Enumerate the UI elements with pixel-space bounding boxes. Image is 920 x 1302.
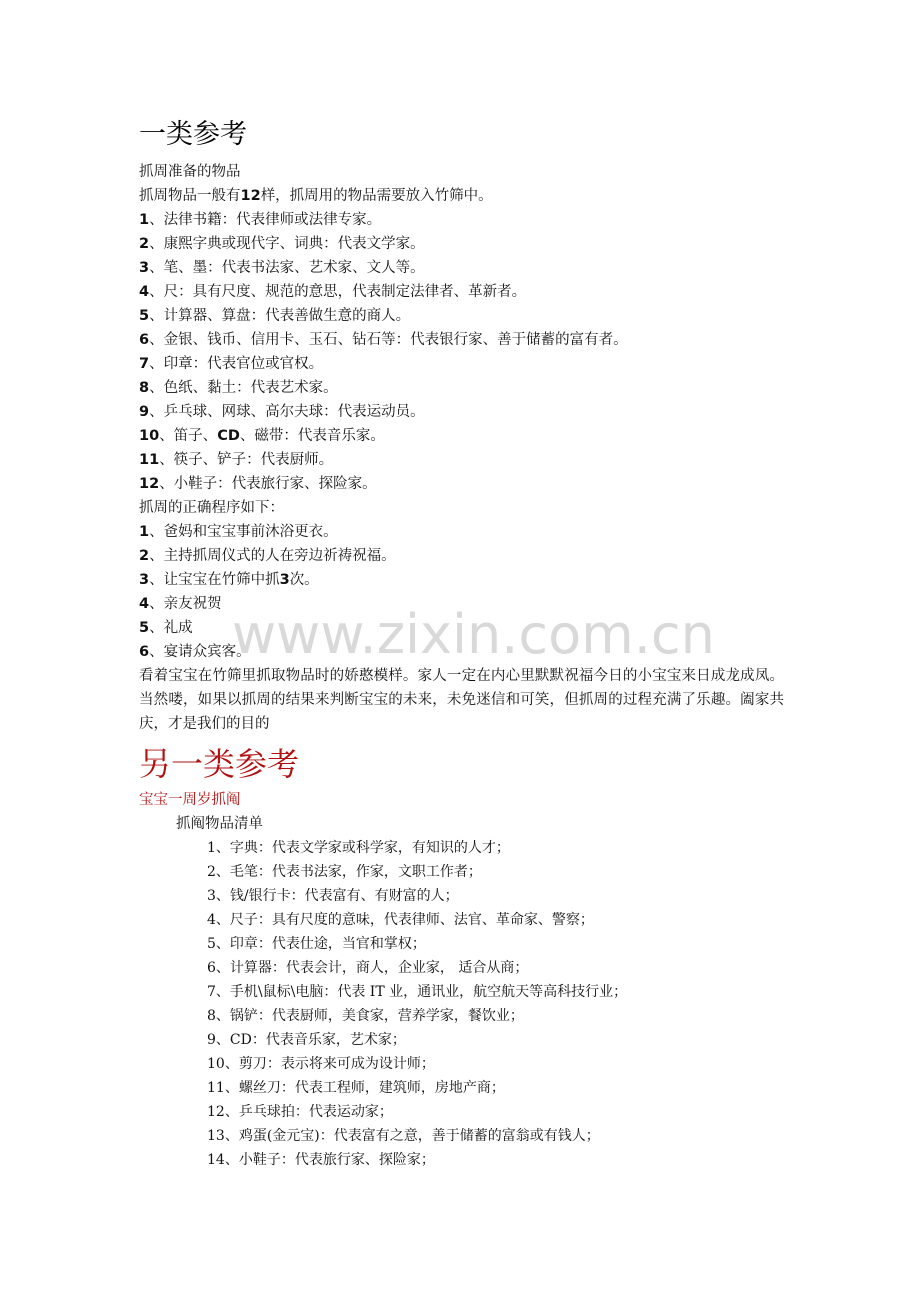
list-item: 7、印章：代表官位或官权。 [139, 356, 324, 372]
list-item: 3、笔、墨：代表书法家、艺术家、文人等。 [139, 260, 425, 276]
list-item: 11、螺丝刀：代表工程师，建筑师，房地产商； [207, 1080, 505, 1096]
list-item: 13、鸡蛋(金元宝)：代表富有之意，善于储蓄的富翁或有钱人； [207, 1128, 600, 1144]
list-item: 4、尺：具有尺度、规范的意思，代表制定法律者、革新者。 [139, 284, 527, 300]
list-item: 1、字典：代表文学家或科学家，有知识的人才； [207, 840, 510, 856]
list-item: 8、锅铲：代表厨师，美食家，营养学家，餐饮业； [207, 1008, 524, 1024]
list-item: 9、乒乓球、网球、高尔夫球：代表运动员。 [139, 404, 425, 420]
list-item: 2、毛笔：代表书法家，作家，文职工作者； [207, 864, 482, 880]
list-item: 8、色纸、黏土：代表艺术家。 [139, 380, 338, 396]
list-item: 12、小鞋子：代表旅行家、探险家。 [139, 476, 377, 492]
list-item: 5、印章：代表仕途，当官和掌权； [207, 936, 426, 952]
step-item: 6、宴请众宾客。 [139, 644, 251, 660]
closing-paragraph: 看着宝宝在竹筛里抓取物品时的娇憨模样。家人一定在内心里默默祝福今日的小宝宝来日成龙成凤。当然喽，如果以抓周的结果来判断宝宝的未来，未免迷信和可笑，但抓周的过程充满了乐趣。阖家共庆，才是我们的目的 [139, 668, 784, 732]
list-item: 4、尺子：具有尺度的意味，代表律师、法官、革命家、警察； [207, 912, 594, 928]
watermark: www.zixin.com.cn [232, 603, 715, 666]
list-item: 1、法律书籍：代表律师或法律专家。 [139, 212, 382, 228]
step-item: 2、主持抓周仪式的人在旁边祈祷祝福。 [139, 548, 396, 564]
step-item: 3、让宝宝在竹筛中抓3次。 [139, 572, 319, 588]
section2-list-title: 抓阄物品清单 [176, 816, 263, 832]
section1-subtitle: 抓周准备的物品 [139, 164, 241, 180]
list-item: 14、小鞋子：代表旅行家、探险家； [207, 1152, 435, 1168]
list-item: 7、手机\鼠标\电脑：代表 IT 业，通讯业，航空航天等高科技行业； [207, 984, 628, 1000]
list-item: 5、计算器、算盘：代表善做生意的商人。 [139, 308, 411, 324]
step-item: 5、礼成 [139, 620, 193, 636]
list-item: 6、金银、钱币、信用卡、玉石、钻石等：代表银行家、善于储蓄的富有者。 [139, 332, 628, 348]
section1-intro: 抓周物品一般有12样，抓周用的物品需要放入竹筛中。 [139, 188, 493, 204]
section2-heading: 另一类参考 [139, 745, 300, 783]
section1-heading: 一类参考 [139, 119, 247, 150]
step-item: 1、爸妈和宝宝事前沐浴更衣。 [139, 524, 338, 540]
list-item: 9、CD：代表音乐家，艺术家； [207, 1032, 406, 1048]
list-item: 11、筷子、铲子：代表厨师。 [139, 452, 334, 468]
list-item: 6、计算器：代表会计，商人，企业家， 适合从商； [207, 960, 529, 976]
list-item: 2、康熙字典或现代字、词典：代表文学家。 [139, 236, 425, 252]
list-item: 10、笛子、CD、磁带：代表音乐家。 [139, 428, 385, 444]
procedure-title: 抓周的正确程序如下： [139, 500, 284, 516]
step-item: 4、亲友祝贺 [139, 596, 222, 612]
list-item: 10、剪刀：表示将来可成为设计师； [207, 1056, 435, 1072]
list-item: 12、乒乓球拍：代表运动家； [207, 1104, 393, 1120]
list-item: 3、钱/银行卡：代表富有、有财富的人； [207, 888, 459, 904]
section2-subtitle: 宝宝一周岁抓阄 [139, 792, 241, 808]
